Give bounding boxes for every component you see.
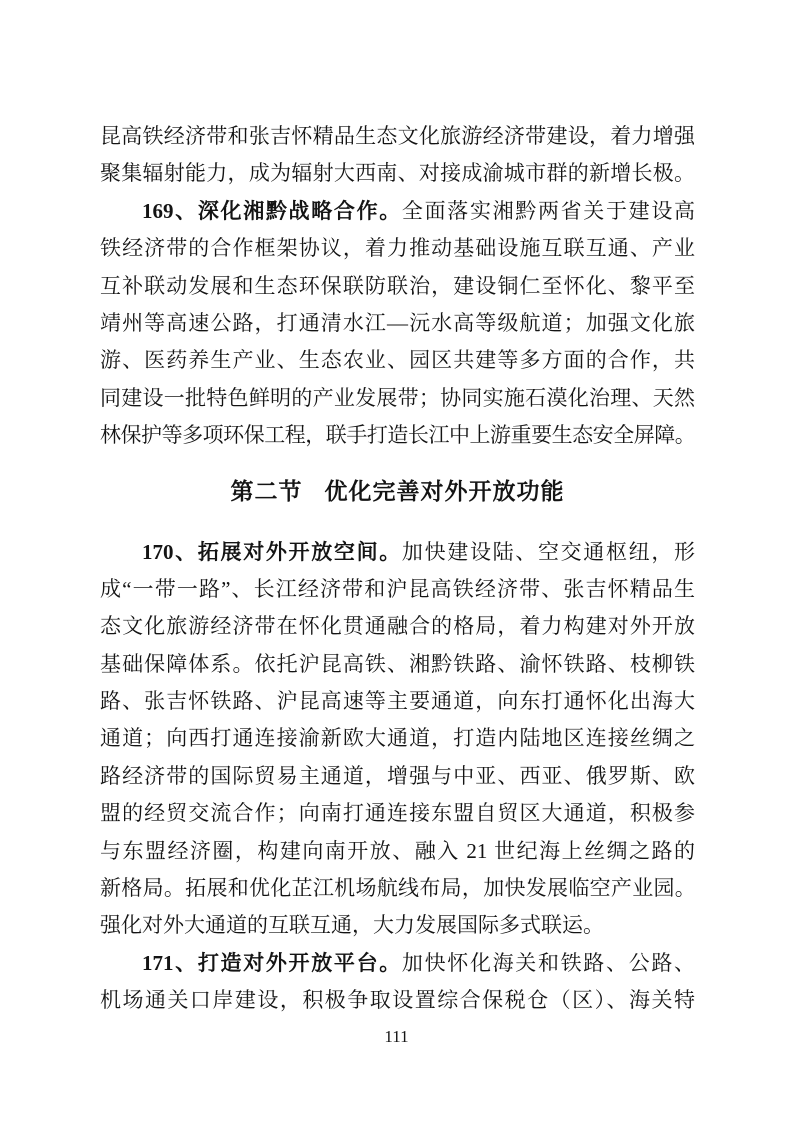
body-line: 态文化旅游经济带在怀化贯通融合的格局，着力构建对外开放 xyxy=(100,614,695,639)
para-171-first-line xyxy=(100,945,695,982)
body-line: 游、医药养生产业、生态农业、园区共建等多方面的合作，共 xyxy=(100,348,695,373)
para-169-first-line xyxy=(100,193,695,230)
section-title: 优化完善对外开放功能 xyxy=(324,478,565,504)
page-footer xyxy=(0,1026,793,1048)
body-line: 盟的经贸交流合作；向南打通连接东盟自贸区大通道，积极参 xyxy=(100,801,695,826)
body-line: 成“一带一路”、长江经济带和沪昆高铁经济带、张吉怀精品生 xyxy=(100,576,695,601)
body-line: 靖州等高速公路，打通清水江—沅水高等级航道；加强文化旅 xyxy=(100,310,695,335)
body-line: 通道；向西打通连接渝新欧大通道，打造内陆地区连接丝绸之 xyxy=(100,726,695,751)
para-169-number-title: 169、深化湘黔战略合作。 xyxy=(142,198,402,223)
body-line: 聚集辐射能力，成为辐射大西南、对接成渝城市群的新增长极。 xyxy=(100,161,695,186)
body-line: 同建设一批特色鲜明的产业发展带；协同实施石漠化治理、天然 xyxy=(100,385,695,410)
section-number: 第二节 xyxy=(230,478,303,504)
page-number: 111 xyxy=(384,1027,409,1046)
para-169-first-text: 全面落实湘黔两省关于建设高 xyxy=(401,198,696,223)
para-171-number-title: 171、打造对外开放平台。 xyxy=(142,950,402,975)
text-content xyxy=(100,118,695,1020)
body-line: 铁经济带的合作框架协议，着力推动基础设施互联互通、产业 xyxy=(100,236,695,261)
body-line: 林保护等多项环保工程，联手打造长江中上游重要生态安全屏障。 xyxy=(100,423,695,448)
para-170-number-title: 170、拓展对外开放空间。 xyxy=(142,539,402,564)
body-line: 互补联动发展和生态环保联防联治，建设铜仁至怀化、黎平至 xyxy=(100,273,695,298)
body-line: 路经济带的国际贸易主通道，增强与中亚、西亚、俄罗斯、欧 xyxy=(100,763,695,788)
para-170-first-text: 加快建设陆、空交通枢纽，形 xyxy=(401,539,696,564)
body-line: 强化对外大通道的互联互通，大力发展国际多式联运。 xyxy=(100,913,604,938)
section-heading xyxy=(100,473,695,510)
body-line: 基础保障体系。依托沪昆高铁、湘黔铁路、渝怀铁路、枝柳铁 xyxy=(100,651,695,676)
para-171-first-text: 加快怀化海关和铁路、公路、 xyxy=(401,950,696,975)
body-line: 路、张吉怀铁路、沪昆高速等主要通道，向东打通怀化出海大 xyxy=(100,689,695,714)
body-line: 昆高铁经济带和张吉怀精品生态文化旅游经济带建设，着力增强 xyxy=(100,124,695,148)
body-line: 新格局。拓展和优化芷江机场航线布局，加快发展临空产业园。 xyxy=(100,876,695,901)
body-line: 机场通关口岸建设，积极争取设置综合保税仓（区）、海关特 xyxy=(100,988,695,1013)
para-170-first-line xyxy=(100,534,695,571)
body-line: 与东盟经济圈，构建向南开放、融入 21 世纪海上丝绸之路的 xyxy=(100,838,695,863)
